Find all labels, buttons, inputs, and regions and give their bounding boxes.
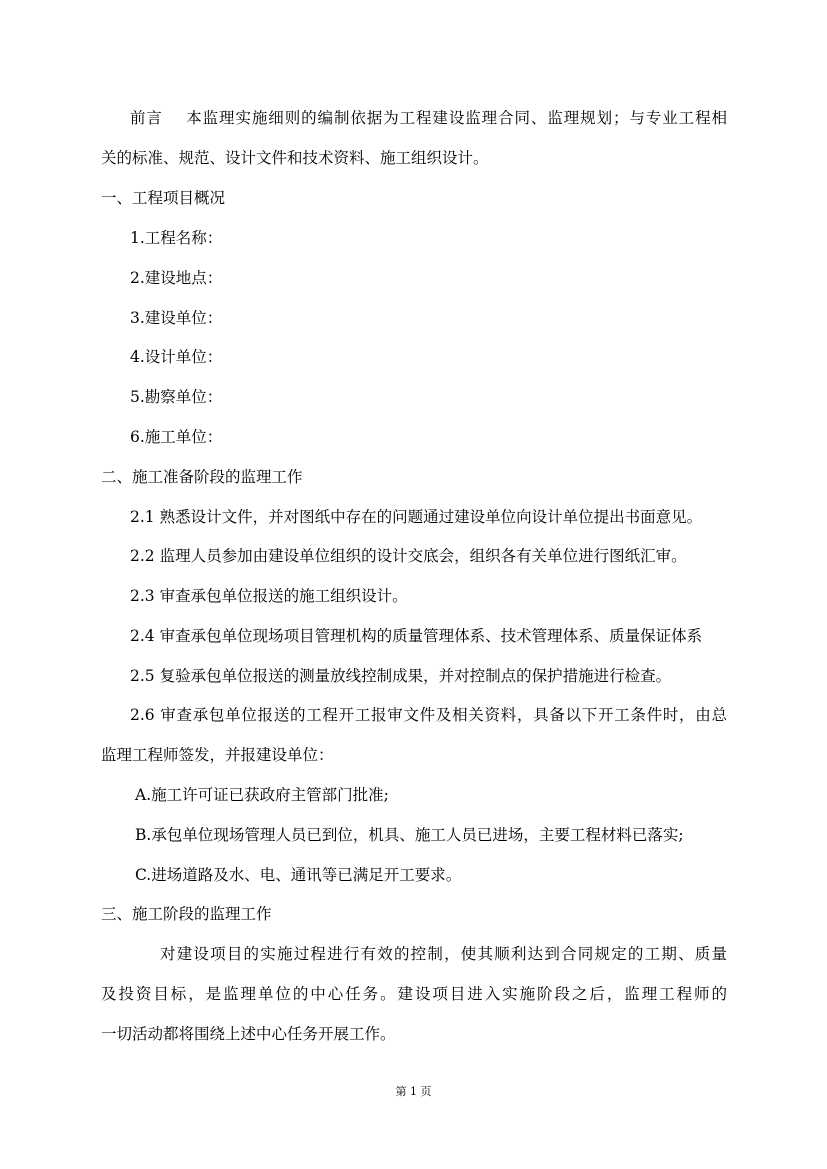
item-2-2: 2.2 监理人员参加由建设单位组织的设计交底会，组织各有关单位进行图纸汇审。 [130,547,687,565]
project-name-item: 1.工程名称： [130,229,223,247]
item-2-1: 2.1 熟悉设计文件，并对图纸中存在的问题通过建设单位向设计单位提出书面意见。 [130,508,703,526]
item-2-4: 2.4 审查承包单位现场项目管理机构的质量管理体系、技术管理体系、质量保证体系 [130,627,703,645]
page-number: 第 1 页 [395,1085,432,1098]
preface-line-1 [130,108,727,128]
section2-heading: 二、施工准备阶段的监理工作 [101,468,303,486]
owner-unit-item: 3.建设单位： [130,309,223,327]
design-unit-item: 4.设计单位： [130,348,223,366]
condition-b: B.承包单位现场管理人员已到位，机具、施工人员已进场，主要工程材料已落实; [135,826,684,844]
site-location-item: 2.建设地点： [130,269,223,287]
condition-a: A.施工许可证已获政府主管部门批准; [135,786,389,804]
construction-unit-item: 6.施工单位： [130,428,223,446]
preface-line-2: 关的标准、规范、设计文件和技术资料、施工组织设计。 [101,149,489,167]
condition-c: C.进场道路及水、电、通讯等已满足开工要求。 [135,866,462,884]
preface-text: 本监理实施细则的编制依据为工程建设监理合同、监理规划；与专业工程相 [186,109,727,127]
preface-label: 前言 [130,109,163,127]
section1-heading: 一、工程项目概况 [101,189,226,207]
section3-para-line-3: 一切活动都将围绕上述中心任务开展工作。 [101,1025,396,1043]
item-2-3: 2.3 审查承包单位报送的施工组织设计。 [130,587,408,605]
section3-para-line-1: 对建设项目的实施过程进行有效的控制，使其顺利达到合同规定的工期、质量 [160,945,727,963]
item-2-5: 2.5 复验承包单位报送的测量放线控制成果，并对控制点的保护措施进行检查。 [130,667,672,685]
survey-unit-item: 5.勘察单位： [130,388,223,406]
section3-para-line-2: 及投资目标，是监理单位的中心任务。建设项目进入实施阶段之后，监理工程师的 [101,985,727,1003]
item-2-6-line-1: 2.6 审查承包单位报送的工程开工报审文件及相关资料，具备以下开工条件时，由总 [130,706,727,724]
item-2-6-line-2: 监理工程师签发，并报建设单位： [101,746,334,764]
section3-heading: 三、施工阶段的监理工作 [101,905,272,923]
